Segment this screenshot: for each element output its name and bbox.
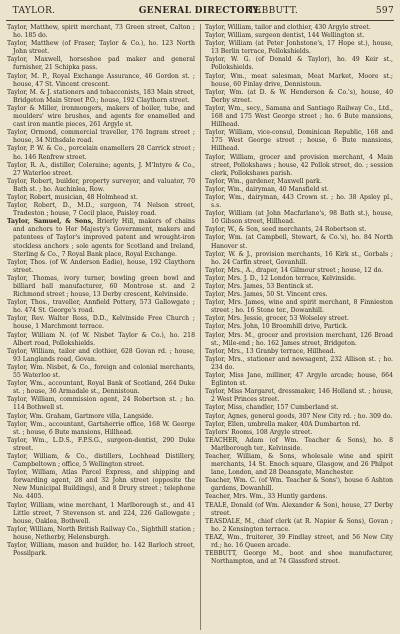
entry-text: Taylor, Wm., dairyman, 443 Crown st. ; ho. 38 Apsley pl., s.s. [205,193,393,210]
directory-entry [205,429,393,437]
directory-entry [7,129,195,145]
directory-entry [205,186,393,194]
directory-entry [7,502,195,526]
entry-text: Taylor, Agnes, general goods, 307 New City rd. ; ho. 309 do. [205,412,393,420]
entry-text: Taylor, Thos. (of W. Anderson Eadie), house, 192 Claythorn street. [7,258,195,274]
entry-text: Taylor, Wm., accountant, Gartsherrie office, 168 W. George st. ; house, 6 Bute mansions, Hillhead. [7,420,195,436]
directory-entry [205,275,393,283]
directory-entry [7,259,195,275]
directory-entry [7,348,195,364]
directory-entry [205,251,393,267]
entry-text: Taylor, W. & J., provision merchants, 16 Kirk st., Gorbals ; ho. 24 Carfin street, Govanhill. [205,250,393,266]
entry-text: Taylor, Mrs. J. D., 12 London terrace, Kelvinside. [205,274,356,282]
entry-text: Taylor, William, tailor and clothier, 430 Argyle street. [205,24,371,31]
entry-text: Taylor, Maxwell, horseshoe pad maker and general furnisher, 21 Schipka pass. [7,56,195,72]
entry-text: Taylor, Rev. Walter Ross, D.D., Kelvinside Free Church ; house, 1 Marchmont terrace. [7,315,195,331]
directory-entry [7,469,195,501]
entry-text: Taylor, William, grocer and provision merchant, 4 Main street, Pollokshaws ; house, 42 Pollok street, do. ; session clerk, Pollokshaws parish. [205,153,393,177]
directory-entry [7,315,195,331]
directory-entry [205,518,393,534]
entry-text: Taylor, William, & Co., distillers, Lochhead Distillery, Campbeltown ; office, 5 Wellington street. [7,452,195,469]
directory-entry [205,283,393,291]
header-left-word: TAYLOR. [12,6,56,16]
entry-text: Taylor, Wm., dairyman, 40 Mansfield st. [205,185,329,193]
directory-entry [7,40,195,56]
entry-text: Taylor & Miller, ironmongers, makers of boiler, tube, and moulders' wire brushes, and agents for enamelled and cast iron mantle pieces, 261 Argyle st. [7,104,195,129]
directory-entry [205,234,393,250]
directory-entry [205,32,393,40]
entry-text: Taylor, Robert, D., M.D., surgeon, 74 Nelson street, Tradeston ; house, 7 Cecil place, Paisley road. [7,202,195,218]
entry-text: Taylor, Mrs. James, 50 St. Vincent cres. [205,291,328,299]
directory-entry [7,194,195,202]
directory-entry [205,299,393,315]
directory-entry [7,218,195,258]
directory-entry [205,356,393,372]
directory-entry [205,154,393,178]
directory-entry [205,194,393,210]
entry-text: Taylor, Wm. Graham, Gartmore villa, Langside. [7,412,154,420]
entry-text: Taylor, Wm., secy., Samana and Santiago Railway Co., Ltd., 168 and 175 West George street ; ho. 6 Bute mansions, Hillhead. [205,104,393,129]
directory-entry [205,493,393,501]
directory-entry [7,380,195,396]
entry-text: Taylor, Wm., accountant, Royal Bank of Scotland, 264 Duke st. ; house, 36 Armadale st., Dennistoun. [7,380,195,396]
directory-entry [205,105,393,129]
entry-text: Taylor, Miss Margaret, dressmaker, 146 Holland st. ; house, 2 West Princes street. [205,388,393,404]
entry-text: Taylor, P. W. & Co., porcelain enamellers 28 Carrick street ; ho. 146 Renfrew street. [7,145,195,161]
entry-name-bold: Taylor, Samuel, & Sons, [7,218,94,226]
entry-text: Taylor, William (at Peter Jonhstone's, 17 Hope st.), house, 13 Berlin terrace, Pollokshields. [205,40,393,56]
directory-entry [205,502,393,518]
page-header [6,6,394,20]
left-column [7,24,195,630]
directory-entry [7,299,195,315]
entry-text: Taylor, Thomas, ivory turner, bowling green bowl and billiard ball manufacturer, 60 Montrose st. and 2 Richmond street ; house, 13 Derby crescent, Kelvinside. [7,274,195,299]
entry-text: Taylor, W. G. (of Donald & Taylor), ho. 49 Keir st., Pollokshields. [205,56,393,72]
entry-text: Taylor, William, wine merchant, 1 Marlborough st., and 41 Little street, 7 Stevenson st. and 224, 226 Gallowgate ; house, Oaklea, Bothwell. [7,501,195,525]
directory-entry [205,178,393,186]
directory-entry [205,332,393,348]
directory-entry [205,56,393,72]
entry-text: Taylor, Mrs. Jessie, grocer, 53 Wolseley street. [205,315,349,323]
entry-text: Taylor, Wm. (at Campbell, Stewart, & Co.'s), ho. 84 North Hanover st. [205,234,393,250]
directory-entry [205,534,393,550]
directory-entry [7,542,195,558]
entry-text: Taylor, Matthew, spirit merchant, 73 Green street, Calton ; ho. 185 do. [7,24,195,40]
entry-text: Taylor, M. P., Royal Exchange Assurance, 46 Gordon st. ; house, 47 St. Vincent crescent. [7,72,195,88]
entry-text: Taylor, Wm., L.D.S., F.P.S.G., surgeon-dentist, 290 Duke street. [7,436,195,452]
directory-entry [205,89,393,105]
entry-text: Taylor, William, commission agent, 24 Robertson st. ; ho. 114 Bothwell st. [7,396,195,412]
directory-entry [7,24,195,40]
directory-entry [205,226,393,234]
entry-text: Taylor, Robert, builder, property surveyor, and valuator, 70 Bath st. ; ho. Auchinlea, Row. [7,177,195,193]
entry-text: Taylor, William (at John Macfarlane's, 98 Bath st.), house, 10 Gibson street, Hillhead. [205,210,393,226]
entry-text: Taylor, Robert, musician, 48 Holmhead st. [7,193,138,201]
entry-text: Taylor, Wm., gardener, Maxwell park. [205,177,322,185]
entry-text: Taylor, Thos., traveller, Annfield Pottery, 573 Gallowgate ; ho. 474 St. George's road. [7,299,195,315]
directory-entry [205,421,393,429]
directory-entry [205,73,393,89]
directory-entry [7,275,195,299]
directory-entry [7,413,195,421]
entry-text: TEALE, Donald (of Wm. Alexander & Son), house, 27 Derby street. [205,501,393,517]
entry-text: Taylor, Miss, chandler, 157 Cumberland st. [205,404,339,412]
entry-text: Taylor, William, surgeon dentist, 144 Wellington st. [205,32,365,40]
entry-text: Taylor, William, mason and builder, ho. 142 Barloch street, Possilpark. [7,542,195,558]
entry-text: Taylor, Mrs. John, 10 Broomhill drive, Partick. [205,323,348,331]
directory-entry [7,437,195,453]
entry-text: Taylor, R. A., distiller, Coleraine; agents, J. M'Intyre & Co., 27 Waterloo street. [7,161,195,177]
entry-text: Taylor, Mrs. James, 53 Bentinck st. [205,283,314,290]
directory-entry [7,421,195,437]
directory-entry [7,105,195,129]
directory-entry [205,267,393,275]
entry-text: Taylor, Wm. (at D. & W. Henderson & Co.'s), house, 40 Derby street. [205,88,393,104]
directory-entry [7,56,195,72]
entry-text: Taylor, Mrs., stationer and newsagent, 232 Allison st. ; ho. 234 do. [205,355,393,371]
directory-entry [205,404,393,412]
directory-entry [7,453,195,469]
entry-text: Taylor, Mrs. M., grocer and provision merchant, 126 Broad st., Mile-end ; ho. 162 James street, Bridgeton. [205,331,393,347]
entry-text: Taylor, Mrs., 13 Granby terrace, Hillhead. [205,347,336,355]
entry-text: Taylors' Rooms, 108 Argyle street. [205,428,313,436]
directory-entry [205,348,393,356]
entry-text: Teacher, Wm. C. (of Wm. Teacher & Sons'), house 6 Ashton gardens, Dowanhill. [205,477,393,493]
directory-entry [205,372,393,388]
page-number: 597 [375,6,394,16]
entry-text: Taylor, Mrs., A., draper, 14 Gilmour street ; house, 12 do. [205,266,384,274]
directory-entry [205,477,393,493]
entry-text: Taylor, M. & J. stationers and tobacconists, 183 Main street, Bridgeton Main Street P.O.; house, 192 Claythorn street. [7,88,195,104]
directory-entry [205,24,393,32]
header-right-word: TEBBUTT. [248,6,298,16]
directory-entry [7,364,195,380]
header-title: GENERAL DIRECTORY. [138,6,262,16]
column-divider [200,24,201,630]
directory-entry [205,550,393,566]
entry-text: Taylor, Matthew (of Fraser, Taylor & Co.), ho. 123 North John street. [7,40,195,56]
entry-text: Brierly Hill, makers of chains and anchors to Her Majesty's Government, makers and patentees of Taylor's improved patent and wrought-iron stockless anchors ; sole agents for Scotland and Ireland, Sterling & Co., 7 Royal Bank place, Royal Exchange. [13,218,195,258]
entry-text: Teacher, William, & Sons, wholesale wine and spirit merchants, 14 St. Enoch square, Glasgow, and 26 Philpot lane, London, and 28 Deansgate, Manchester. [205,452,393,477]
entry-text: Taylor, Wm., meat salesman, Meat Market, Moore st.; house, 60 Finlay drive, Dennistoun. [205,72,393,88]
entry-text: Taylor, Ellen, umbrella maker, 40A Dumbarton rd. [205,420,361,428]
directory-entry [205,40,393,56]
directory-entry [7,145,195,161]
directory-entry [205,315,393,323]
directory-entry [205,388,393,404]
directory-entry [205,437,393,453]
entry-text: Taylor, William N. (of W. Nisbet Taylor & Co.), ho. 218 Albert road, Pollokshields. [7,331,195,347]
directory-entry [7,202,195,218]
directory-entry [7,162,195,178]
entry-text: Taylor, Ormond, commercial traveller, 176 Ingram street ; house, 34 Nithsdale road. [7,129,195,145]
directory-entry [7,178,195,194]
entry-text: Taylor, William, North British Railway Co., Sighthill station ; house, Netherby, Helensburgh. [7,525,195,541]
directory-entry [205,291,393,299]
directory-entry [7,332,195,348]
entry-text: TEASDALE, M., chief clerk (at R. Napier & Sons), Govan ; ho. 2 Kensington terrace. [205,517,393,533]
entry-text: TEAZ, Wm., fruiterer, 39 Findlay street, and 56 New City rd.; ho. 16 Queen arcade. [205,533,393,549]
right-column [205,24,393,630]
directory-entry [205,129,393,153]
directory-entry [205,453,393,477]
directory-entry [205,323,393,331]
directory-entry [205,210,393,226]
entry-text: TEACHER, Adam (of Wm. Teacher & Sons), ho. 8 Marlborough ter., Kelvinside. [205,436,393,452]
header-rule [6,20,394,21]
entry-text: Taylor, Miss Jane, milliner, 47 Argyle arcade; house, 664 Eglinton st. [205,372,393,388]
directory-entry [7,89,195,105]
entry-text: Teacher, Mrs. Wm., 33 Huntly gardens. [205,493,328,501]
directory-entry [7,73,195,89]
entry-text: Taylor, William, vice-consul, Dominican Republic, 168 and 175 West George street ; house, 6 Bute mansions, Hillhead. [205,129,393,153]
entry-text: TEBBUTT, George M., boot and shoe manufacturer, Northampton, and at 74 Glassford street. [205,550,393,566]
entry-text: Taylor, Mrs. James, wine and spirit merchant, 8 Finnieston street ; ho. 16 Stone ter., Dowanhill. [205,299,393,315]
entry-text: Taylor, William, Atlas Parcel Express, and shipping and forwarding agent, 28 and 32 John street (opposite the New Municipal Buildings), and 8 Drury street ; telephone No. 4405. [7,469,195,501]
entry-text: Taylor, W., & Son, seed merchants, 24 Robertson st. [205,226,367,234]
directory-entry [7,526,195,542]
entry-text: Taylor, Wm. Nisbet, & Co., foreign and colonial merchants, 55 Waterloo st. [7,363,195,380]
directory-entry [205,413,393,421]
directory-entry [7,396,195,412]
entry-text: Taylor, William, tailor and clothier, 628 Govan rd. ; house, 93 Langlands road, Govan. [7,347,195,363]
